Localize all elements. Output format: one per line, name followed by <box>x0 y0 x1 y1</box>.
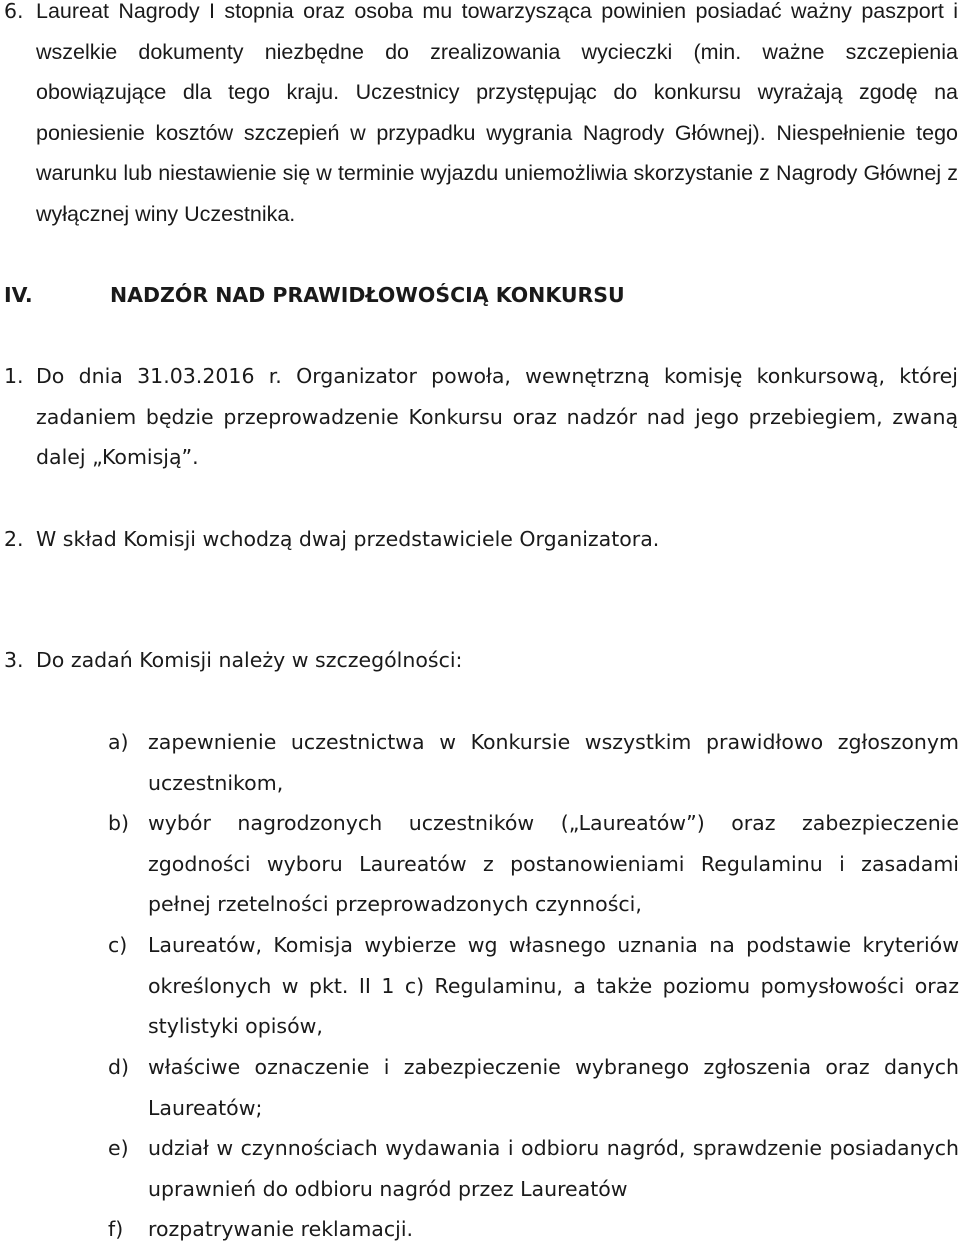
point-2 <box>4 519 958 560</box>
task-letter: a) <box>108 730 129 754</box>
task-text: wybór nagrodzonych uczestników („Laureatów”) oraz zabezpieczenie zgodności wyboru Laureatów z postanowieniami Regulaminu i zasadami pełnej rzetelności przeprowadzonych czynności, <box>148 811 959 916</box>
task-text: zapewnienie uczestnictwa w Konkursie wszystkim prawidłowo zgłoszonym uczestnikom, <box>148 730 959 795</box>
task-item-f <box>108 1209 959 1250</box>
point-number: 3. <box>4 648 24 672</box>
task-item-a <box>108 722 959 803</box>
task-item-d <box>108 1047 959 1128</box>
task-text: rozpatrywanie reklamacji. <box>148 1217 414 1241</box>
point-number: 2. <box>4 527 24 551</box>
task-item-c <box>108 925 959 1047</box>
task-text: udział w czynnościach wydawania i odbioru nagród, sprawdzenie posiadanych uprawnień do odbioru nagród przez Laureatów <box>148 1136 959 1201</box>
point-1 <box>4 356 958 478</box>
task-letter: e) <box>108 1136 129 1160</box>
section-title: NADZÓR NAD PRAWIDŁOWOŚCIĄ KONKURSU <box>110 283 625 307</box>
task-letter: b) <box>108 811 130 835</box>
paragraph-text: Laureat Nagrody I stopnia oraz osoba mu towarzysząca powinien posiadać ważny paszport i wszelkie dokumenty niezbędne do zrealizowania wycieczki (min. ważne szczepienia obowiązujące dla tego kraju. Uczestnicy przystępując do konkursu wyrażają zgodę na poniesienie kosztów szczepień w przypadku wygrania Nagrody Głównej). Niespełnienie tego warunku lub niestawienie się w terminie wyjazdu uniemożliwia skorzystanie z Nagrody Głównej z wyłącznej winy Uczestnika. <box>36 0 958 226</box>
section-number: IV. <box>4 283 33 307</box>
point-text: Do dnia 31.03.2016 r. Organizator powoła, wewnętrzną komisję konkursową, której zadaniem będzie przeprowadzenie Konkursu oraz nadzór nad jego przebiegiem, zwaną dalej „Komisją”. <box>36 364 958 469</box>
task-text: Laureatów, Komisja wybierze wg własnego uznania na podstawie kryteriów określonych w pkt. II 1 c) Regulaminu, a także poziomu pomysłowości oraz stylistyki opisów, <box>148 933 959 1038</box>
task-item-b <box>108 803 959 925</box>
task-letter: c) <box>108 933 128 957</box>
task-item-e <box>108 1128 959 1209</box>
point-number: 1. <box>4 364 24 388</box>
task-text: właściwe oznaczenie i zabezpieczenie wybranego zgłoszenia oraz danych Laureatów; <box>148 1055 959 1120</box>
paragraph-6 <box>4 0 958 234</box>
paragraph-number: 6. <box>4 0 24 23</box>
point-3 <box>4 640 958 681</box>
point-text: Do zadań Komisji należy w szczególności: <box>36 648 463 672</box>
task-letter: f) <box>108 1217 124 1241</box>
point-text: W skład Komisji wchodzą dwaj przedstawiciele Organizatora. <box>36 527 660 551</box>
task-letter: d) <box>108 1055 130 1079</box>
